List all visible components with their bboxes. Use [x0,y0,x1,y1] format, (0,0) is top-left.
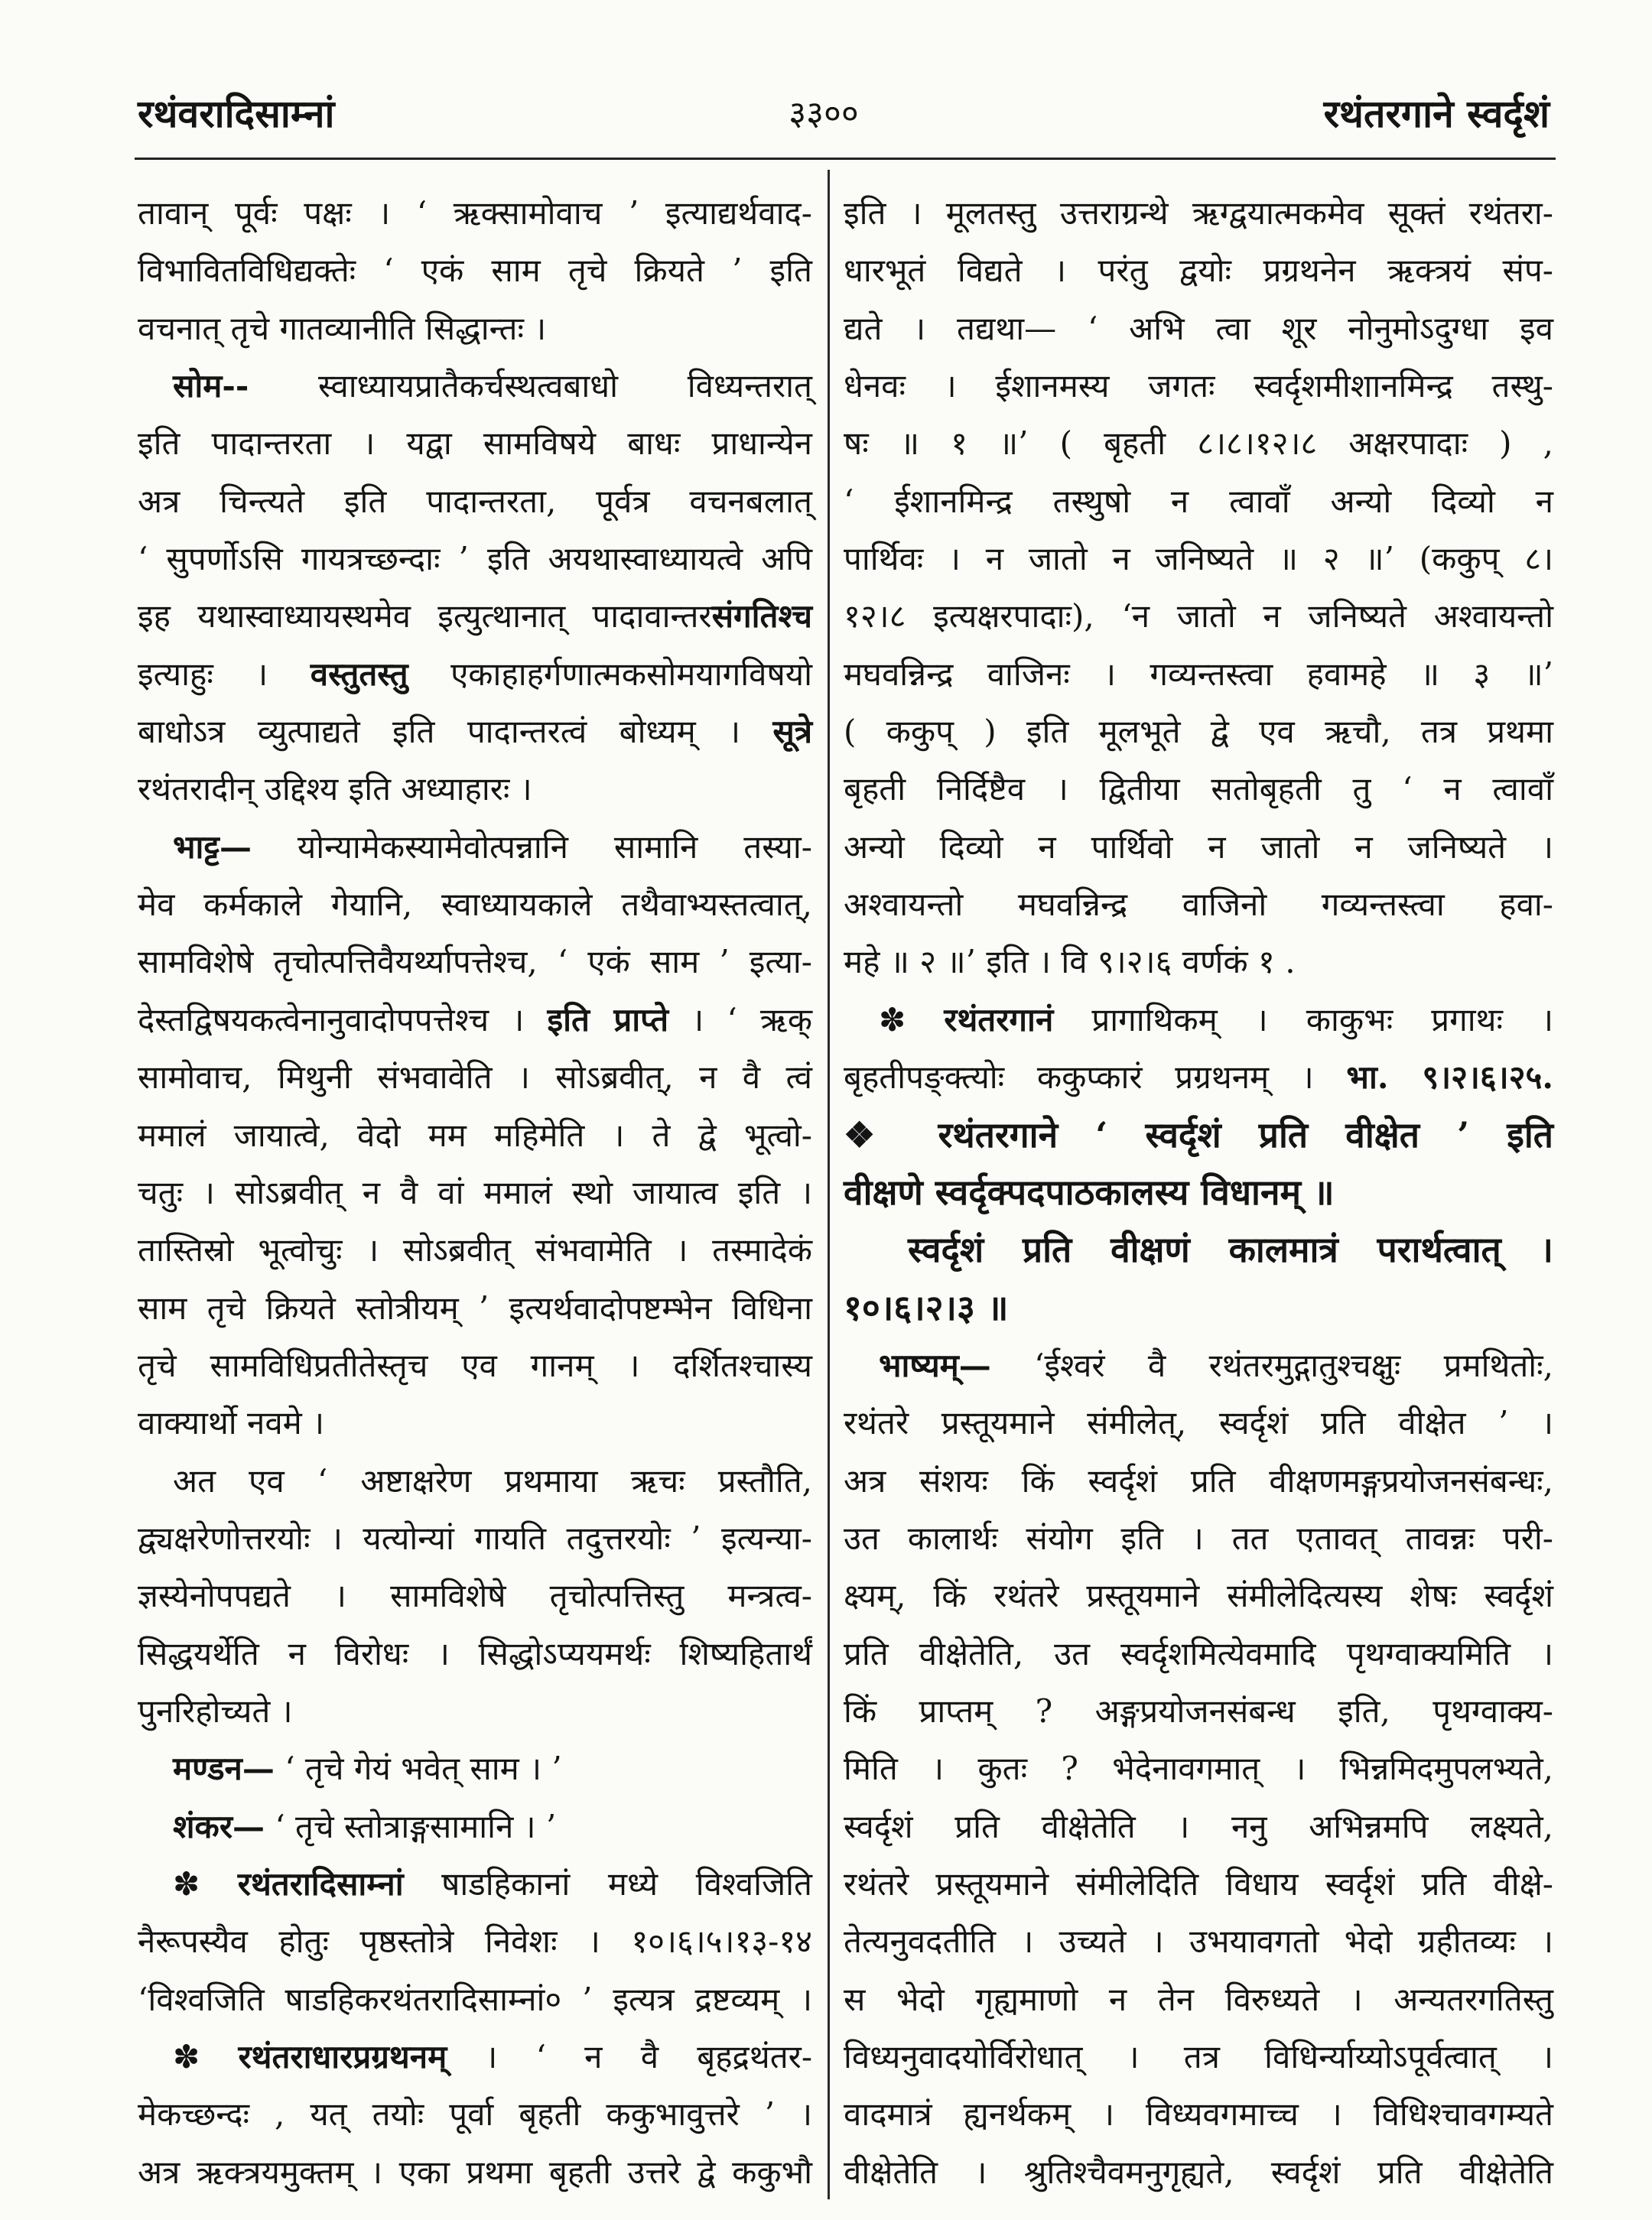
text-segment: ✽ [879,1000,945,1038]
text-segment: १०।६।२।३ ॥ [844,1286,1009,1328]
text-segment: इह यथास्वाध्यायस्थमेव इत्युत्थानात् पादावान्तर [138,597,712,635]
text-segment: अन्यो दिव्यो न पार्थिवो न जातो न जनिष्यते । [844,827,1553,866]
text-line [844,1913,1553,1970]
text-segment: नैरूपस्यैव होतुः पृष्ठस्तोत्रे निवेशः । १०।६।५।१३-१४ [138,1923,812,1961]
bold-text: सोम-- [173,367,249,405]
text-segment: रथंतरादीन् उद्दिश्य इति अध्याहारः । [138,770,532,808]
text-segment: वाक्यार्थो नवमे । [138,1404,325,1442]
text-line [844,991,1553,1048]
text-line [844,1798,1553,1855]
text-line [138,1913,812,1970]
heading-line [844,1221,1553,1279]
text-line [138,184,812,242]
bold-text: रथंतरादिसाम्नां [237,1864,404,1903]
text-line [844,1337,1553,1394]
page-number: ३३०० [789,94,859,133]
text-segment: धारभूतं विद्यते । परंतु द्वयोः प्रग्रथनेन ऋक्त्रयं संप- [844,252,1553,290]
text-line [138,991,812,1048]
text-line [138,1510,812,1567]
text-line [138,473,812,530]
text-line [844,587,1553,645]
text-line [844,1625,1553,1682]
column-divider [828,170,830,2199]
text-segment: १२।८ इत्यक्षरपादाः), ‘न जातो न जनिष्यते अश्वायन्तो [844,597,1553,635]
text-segment: ममालं जायात्वे, वेदो मम महिमेति । ते द्वे भूत्वो- [138,1116,812,1154]
running-header [138,80,1550,148]
text-segment: धेनवः । ईशानमस्य जगतः स्वर्दृशमीशानमिन्द्र तस्थु- [844,367,1553,405]
bold-text: मण्डन— [173,1750,275,1788]
text-segment: वीक्षेतेति । श्रुतिश्चैवमनुगृह्यते, स्वर्दृशं प्रति वीक्षेतेति [844,2153,1553,2191]
text-line [138,414,812,472]
text-segment: स्वर्दृशं प्रति वीक्षणं कालमात्रं परार्थत्वात् । [908,1229,1553,1271]
text-segment: एकाहाहर्गणात्मकसोमयागविषयो [408,655,812,693]
right-column [844,184,1553,2201]
text-segment: ‘ ईशानमिन्द्र तस्थुषो न त्वावाँ अन्यो दिव्यो न [844,482,1553,520]
text-segment: क्ष्यम्, किं रथंतरे प्रस्तूयमाने संमीलेदित्यस्य शेषः स्वर्दृशं [844,1577,1553,1615]
text-segment: द्व्यक्षरेणोत्तरयोः । यत्योन्यां गायति तदुत्तरयोः ’ इत्यन्या- [138,1519,812,1557]
text-line [138,1798,812,1855]
text-line [844,300,1553,357]
bold-text: इति प्राप्ते [547,1000,669,1038]
text-segment: । ‘ न वै बृहद्रथंतर- [447,2038,813,2075]
text-segment: अत्र संशयः किं स्वर्दृशं प्रति वीक्षणमङ्गप्रयोजनसंबन्धः, [844,1461,1553,1500]
text-line [844,1740,1553,1797]
text-line [138,357,812,414]
heading-line [844,1279,1553,1337]
heading-line [844,1107,1553,1164]
text-line [138,1452,812,1510]
text-segment: अत्र ऋक्त्रयमुक्तम् । एका प्रथमा बृहती उत्तरे द्वे ककुभौ [138,2153,812,2191]
text-segment: उत कालार्थः संयोग इति । तत एतावत् तावन्नः परी- [844,1519,1553,1557]
bold-text: रथंतरगानं [944,1000,1054,1038]
text-line [138,587,812,645]
text-line [138,1279,812,1337]
text-line [138,703,812,760]
bold-text: संगतिश्च [711,597,812,635]
text-segment: ‘ तृचे स्तोत्राङ्गसामानि । ’ [265,1807,557,1845]
text-line [844,703,1553,760]
text-segment: बृहतीपङ्क्त्योः ककुप्कारं प्रग्रथनम् । [844,1058,1347,1097]
text-segment: सामविशेषे तृचोत्पत्तिवैयर्थ्यापत्तेश्च, ‘ एकं साम ’ इत्या- [138,943,812,981]
text-segment: विध्यनुवादयोर्विरोधात् । तत्र विधिर्न्याय्योऽपूर्वत्वात् । [844,2038,1553,2075]
text-line [844,2085,1553,2143]
text-segment: तावान् पूर्वः पक्षः । ‘ ऋक्सामोवाच ’ इत्याद्यर्थवाद- [138,194,812,232]
text-line [844,818,1553,876]
text-line [138,1625,812,1682]
text-line [138,1107,812,1164]
text-segment: स भेदो गृह्यमाणो न तेन विरुध्यते । अन्यतरगतिस्तु [844,1980,1553,2018]
text-line [138,1682,812,1740]
heading-line [844,1164,1553,1221]
text-line [844,414,1553,472]
text-line [844,876,1553,933]
text-segment: वचनात् तृचे गातव्यानीति सिद्धान्तः । [138,309,547,347]
text-segment: पुनरिहोच्यते । [138,1692,293,1730]
text-segment: ( ककुप् ) इति मूलभूते द्वे एव ऋचौ, तत्र प्रथमा [844,713,1553,751]
text-segment: तास्तिस्रो भूत्वोचुः । सोऽब्रवीत् संभवामेति । तस्मादेकं [138,1231,812,1269]
text-line [844,242,1553,299]
text-line [844,2144,1553,2201]
text-segment: ❖ रथंतरगाने ‘ स्वर्दृशं प्रति वीक्षेत ’ इति [844,1113,1553,1156]
text-segment: षः ॥ १ ॥’ ( बृहती ८।८।१२।८ अक्षरपादाः ) , [844,424,1553,463]
text-segment: । ‘ ऋक् [668,1000,813,1038]
text-segment: ✽ [173,1864,238,1903]
text-line [844,1048,1553,1106]
bold-text: सूत्रे [772,713,812,751]
text-line [844,933,1553,990]
text-segment: वीक्षणे स्वर्दृक्पदपाठकालस्य विधानम् ॥ [844,1171,1335,1213]
text-line [844,1394,1553,1451]
text-line [138,300,812,357]
text-line [138,242,812,299]
text-line [138,1221,812,1279]
running-title-right: रथंतरगाने स्वर्दृशं [1323,91,1550,136]
text-segment: रथंतरे प्रस्तूयमाने संमीलेत्, स्वर्दृशं प्रति वीक्षेत ’ । [844,1404,1553,1442]
text-segment: ‘ईश्वरं वै रथंतरमुद्गातुश्चक्षुः प्रमथितोः, [990,1346,1553,1384]
text-line [138,1164,812,1221]
text-line [844,760,1553,817]
text-segment: ✽ [173,2038,239,2075]
text-segment: इति । मूलतस्तु उत्तराग्रन्थे ऋग्द्वयात्मकमेव सूक्तं रथंतरा- [844,194,1553,232]
text-segment: बृहती निर्दिष्टैव । द्वितीया सतोबृहती तु ‘ न त्वावाँ [844,770,1553,808]
bold-text: वस्तुतस्तु [310,655,408,693]
text-line [844,1452,1553,1510]
text-segment: इत्याहुः । [138,655,311,693]
text-segment: सिद्धयर्थेति न विरोधः । सिद्धोऽप्ययमर्थः शिष्यहितार्थं [138,1634,812,1672]
header-rule [135,158,1556,160]
text-line [844,1682,1553,1740]
text-line [844,1567,1553,1624]
text-segment: तेत्यनुवदतीति । उच्यते । उभयावगतो भेदो ग्रहीतव्यः । [844,1923,1553,1961]
text-segment: विभावितविधिद्यक्तेः ‘ एकं साम तृचे क्रियते ’ इति [138,252,812,290]
text-segment: मिति । कुतः ? भेदेनावगमात् । भिन्नमिदमुपलभ्यते, [844,1750,1553,1788]
bold-text: शंकर— [173,1807,265,1845]
text-line [138,760,812,817]
text-segment: ज्ञस्येनोपपद्यते । सामविशेषे तृचोत्पत्तिस्तु मन्त्रत्व- [138,1577,812,1615]
text-segment: मेकच्छन्दः , यत् तयोः पूर्वा बृहती ककुभावुत्तरे ’ । [138,2095,812,2134]
text-line [138,1567,812,1624]
text-segment: रथंतरे प्रस्तूयमाने संमीलेदिति विधाय स्वर्दृशं प्रति वीक्षे- [844,1864,1553,1903]
text-segment: ‘ सुपर्णोऽसि गायत्रच्छन्दाः ’ इति अयथास्वाध्यायत्वे अपि [138,540,812,578]
text-segment: अश्वायन्तो मघवन्निन्द्र वाजिनो गव्यन्तस्त्वा हवा- [844,886,1553,924]
text-line [844,357,1553,414]
text-segment: स्वर्दृशं प्रति वीक्षेतेति । ननु अभिन्नमपि लक्ष्यते, [844,1807,1553,1845]
text-line [138,1337,812,1394]
text-line [844,530,1553,587]
text-segment: सामोवाच, मिथुनी संभवावेति । सोऽब्रवीत्, न वै त्वं [138,1058,812,1097]
text-segment: तृचे सामविधिप्रतीतेस्तृच एव गानम् । दर्शितश्चास्य [138,1346,812,1384]
text-line [138,530,812,587]
text-segment: चतुः । सोऽब्रवीत् न वै वां ममालं स्थो जायात्व इति । [138,1173,812,1211]
text-segment: अत एव ‘ अष्टाक्षरेण प्रथमाया ऋचः प्रस्तौति, [173,1461,812,1500]
text-line [138,818,812,876]
text-segment: अत्र चिन्त्यते इति पादान्तरता, पूर्वत्र वचनबलात् [138,482,812,520]
text-segment: महे ॥ २ ॥’ इति । वि ९।२।६ वर्णकं १ . [844,943,1296,981]
bold-text: भाट्ट— [173,827,252,866]
text-segment: योन्यामेकस्यामेवोत्पन्नानि सामानि तस्या- [251,827,812,866]
text-segment: देस्तद्विषयकत्वेनानुवादोपपत्तेश्च । [138,1000,548,1038]
text-segment: बाधोऽत्र व्युत्पाद्यते इति पादान्तरत्वं बोध्यम् । [138,713,773,751]
text-segment: वादमात्रं ह्यनर्थकम् । विध्यवगमाच्च । विधिश्चावगम्यते [844,2095,1553,2134]
text-line [844,1971,1553,2028]
bold-text: भा. ९।२।६।२५. [1346,1058,1553,1097]
bold-text: रथंतराधारप्रग्रथनम् [238,2038,447,2075]
text-segment: स्वाध्यायप्रातैकर्चस्थत्वबाधो विध्यन्तरात् [249,367,812,405]
text-line [138,876,812,933]
text-line [138,1048,812,1106]
text-line [138,1394,812,1451]
text-line [138,2144,812,2201]
text-line [138,1855,812,1913]
running-title-left: रथंवरादिसाम्नां [138,91,335,136]
text-segment: मघवन्निन्द्र वाजिनः । गव्यन्तस्त्वा हवामहे ॥ ३ ॥’ [844,655,1553,693]
text-line [138,1740,812,1797]
text-line [138,2028,812,2085]
text-segment: किं प्राप्तम् ? अङ्गप्रयोजनसंबन्ध इति, पृथग्वाक्य- [844,1692,1553,1730]
text-line [844,1510,1553,1567]
text-segment: साम तृचे क्रियते स्तोत्रीयम् ’ इत्यर्थवादोपष्टम्भेन विधिना [138,1289,812,1327]
text-segment: प्रागाथिकम् । काकुभः प्रगाथः । [1053,1000,1554,1038]
text-line [138,933,812,990]
text-segment: प्रति वीक्षेतेति, उत स्वर्दृशमित्येवमादि पृथग्वाक्यमिति । [844,1634,1553,1672]
text-line [138,2085,812,2143]
text-line [844,2028,1553,2085]
text-line [138,1971,812,2028]
text-segment: द्यते । तद्यथा— ‘ अभि त्वा शूर नोनुमोऽदुग्धा इव [844,309,1553,347]
text-line [844,184,1553,242]
text-line [844,645,1553,703]
text-segment: पार्थिवः । न जातो न जनिष्यते ॥ २ ॥’ (ककुप् ८। [844,540,1553,578]
text-line [138,645,812,703]
text-line [844,473,1553,530]
text-segment: षाडहिकानां मध्ये विश्वजिति [403,1864,812,1903]
bold-text: भाष्यम्— [879,1346,991,1384]
text-segment: ‘विश्वजिति षाडहिकरथंतरादिसाम्नां० ’ इत्यत्र द्रष्टव्यम् । [138,1980,812,2018]
text-segment: मेव कर्मकाले गेयानि, स्वाध्यायकाले तथैवाभ्यस्तत्वात्, [138,886,812,924]
text-segment: ‘ तृचे गेयं भवेत् साम । ’ [274,1750,562,1788]
text-segment: इति पादान्तरता । यद्वा सामविषये बाधः प्राधान्येन [138,424,812,463]
left-column [138,184,812,2201]
text-line [844,1855,1553,1913]
